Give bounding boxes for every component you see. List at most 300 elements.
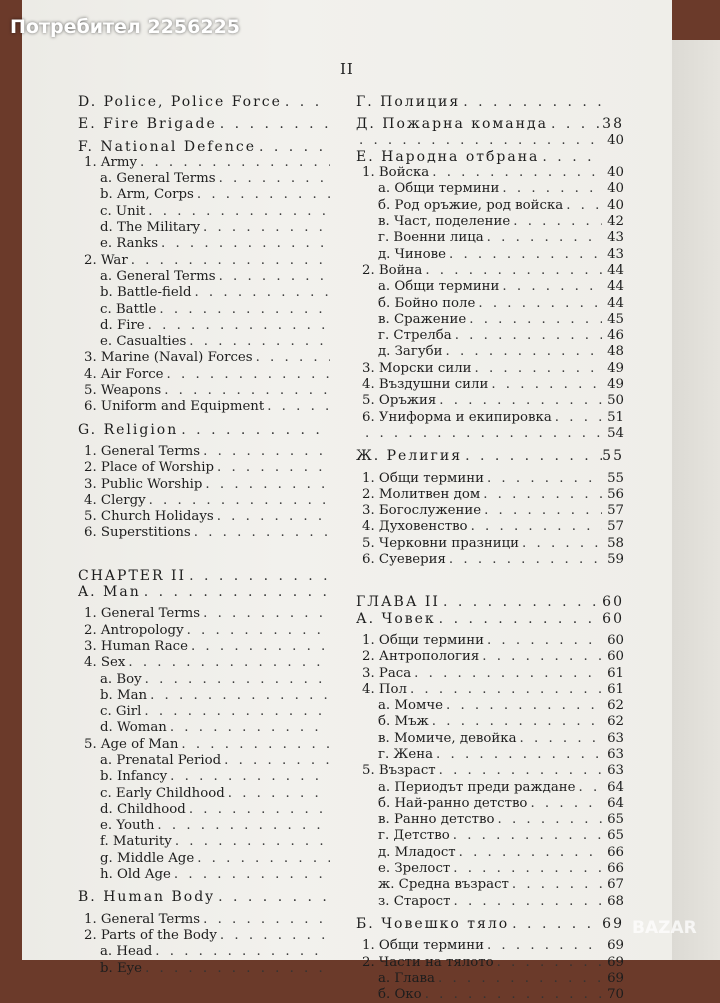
dot-leader [145, 672, 330, 688]
dot-leader [497, 812, 602, 828]
dot-leader [463, 94, 602, 110]
toc-entry [356, 812, 624, 828]
toc-entry [78, 688, 330, 704]
toc-entry-title: 3. Богослужение [362, 503, 482, 519]
toc-entry [356, 296, 624, 312]
toc-page-number: 40 [607, 181, 624, 197]
dot-leader [197, 187, 330, 203]
toc-entry-title: h. Old Age [100, 867, 171, 883]
toc-entry-title: 4. Въздушни сили [362, 377, 489, 393]
dot-leader [555, 410, 602, 426]
toc-entry [78, 704, 330, 720]
toc-entry [356, 165, 624, 181]
dot-leader [491, 377, 602, 393]
toc-page-number: 60 [607, 649, 624, 665]
toc-page-number: 44 [607, 295, 624, 311]
dot-leader [425, 987, 602, 1003]
dot-leader [502, 279, 602, 295]
toc-entry [356, 377, 624, 393]
toc-entry [78, 220, 330, 236]
dot-leader [497, 955, 602, 971]
dot-leader [484, 503, 602, 519]
toc-entry [356, 181, 624, 197]
toc-entry-title: Д. Пожарна команда [356, 116, 548, 133]
toc-entry-title: а. Общи термини [378, 279, 500, 295]
dot-leader [148, 204, 330, 220]
toc-entry [356, 344, 624, 360]
toc-entry-title: з. Старост [378, 893, 451, 909]
toc-section-heading [356, 116, 624, 132]
toc-page-number: 69 [607, 954, 624, 970]
toc-page-number: 69 [607, 970, 624, 986]
toc-entry [356, 312, 624, 328]
toc-entry-title: 5. Оръжия [362, 393, 437, 409]
toc-page-number: 50 [607, 393, 624, 409]
dot-leader [453, 894, 602, 910]
toc-page-number: 63 [607, 730, 624, 746]
user-watermark: Потребител 2256225 [10, 16, 241, 38]
toc-entry [78, 786, 330, 802]
dot-leader [439, 763, 602, 779]
dot-leader [194, 525, 330, 541]
dot-leader [512, 877, 602, 893]
dot-leader [446, 344, 602, 360]
dot-leader [175, 834, 330, 850]
toc-entry [356, 198, 624, 214]
dot-leader [189, 334, 330, 350]
toc-entry [356, 682, 624, 698]
dot-leader [191, 639, 330, 655]
toc-entry-title: 2. Parts of the Body [84, 927, 217, 943]
toc-entry-title: 2. Война [362, 262, 423, 278]
toc-entry-title: 1. Войска [362, 165, 430, 181]
toc-entry-title: е. Зрелост [378, 861, 451, 877]
toc-entry-title: D. Police, Police Force [78, 94, 282, 110]
dot-leader [425, 263, 602, 279]
toc-entry [356, 230, 624, 246]
toc-entry-title: e. Youth [100, 818, 155, 834]
toc-entry [356, 845, 624, 861]
toc-entry [78, 269, 330, 285]
toc-page-number: 70 [607, 987, 624, 1003]
toc-entry-title: в. Част, поделение [378, 214, 511, 230]
dot-leader [203, 220, 330, 236]
dot-leader [520, 731, 602, 747]
dot-leader [530, 796, 602, 812]
toc-entry-title: E. Fire Brigade [78, 116, 217, 133]
toc-page-number: 38 [602, 116, 624, 133]
dot-leader [453, 861, 602, 877]
dot-leader [161, 236, 330, 252]
dot-leader [551, 116, 602, 132]
dot-leader [482, 649, 602, 665]
dot-leader [285, 94, 330, 110]
toc-entry [78, 350, 330, 366]
toc-entry [78, 867, 330, 883]
toc-entry [356, 938, 624, 954]
toc-entry [356, 633, 624, 649]
toc-entry [78, 961, 330, 977]
toc-entry-title: d. The Military [100, 220, 201, 236]
toc-section-heading [356, 594, 624, 610]
toc-entry-title: а. Общи термини [378, 181, 500, 197]
dot-leader [443, 594, 602, 610]
dot-leader [140, 155, 330, 171]
toc-section-heading [78, 116, 330, 132]
dot-leader [487, 230, 602, 246]
toc-entry-title: 4. Sex [84, 655, 126, 671]
toc-english-column [78, 94, 330, 977]
toc-entry [356, 649, 624, 665]
dot-leader [465, 448, 602, 464]
toc-entry-title: 3. Marine (Naval) Forces [84, 350, 253, 366]
dot-leader [432, 714, 602, 730]
toc-entry-title: б. Око [378, 987, 422, 1003]
toc-entry-title: а. Глава [378, 970, 435, 986]
toc-entry-title: a. General Terms [100, 171, 216, 187]
toc-entry-title: 3. Морски сили [362, 360, 472, 376]
toc-entry [356, 519, 624, 535]
toc-entry-title: 2. Place of Worship [84, 460, 215, 476]
toc-entry [78, 525, 330, 541]
dot-leader [220, 116, 330, 132]
toc-entry-title: B. Human Body [78, 889, 216, 906]
dot-leader [436, 747, 602, 763]
toc-entry [78, 187, 330, 203]
dot-leader [579, 780, 603, 796]
toc-page-number: 48 [607, 344, 624, 360]
toc-entry [78, 318, 330, 334]
toc-entry [78, 912, 330, 928]
toc-entry-title: 1. General Terms [84, 443, 201, 459]
toc-entry-title: г. Жена [378, 746, 434, 762]
toc-entry-title: 1. Army [84, 154, 137, 170]
toc-entry-title: г. Стрелба [378, 328, 452, 344]
dot-leader [513, 214, 602, 230]
dot-leader [359, 133, 602, 149]
dot-leader [267, 399, 330, 415]
dot-leader [455, 328, 602, 344]
dot-leader [432, 165, 602, 181]
toc-entry [78, 253, 330, 269]
toc-entry [356, 731, 624, 747]
toc-section-heading [78, 568, 330, 584]
toc-entry [356, 426, 624, 442]
toc-entry-title: 6. Суеверия [362, 552, 446, 568]
toc-entry-title: 4. Clergy [84, 492, 146, 508]
toc-entry-title: b. Eye [100, 960, 143, 976]
toc-page-number: 64 [607, 795, 624, 811]
toc-page-number: 61 [607, 665, 624, 681]
dot-leader [131, 253, 330, 269]
dot-leader [438, 971, 602, 987]
toc-page-number: 45 [607, 311, 624, 327]
toc-entry-title: g. Middle Age [100, 850, 195, 866]
toc-section-heading [356, 448, 624, 464]
dot-leader [144, 704, 330, 720]
toc-entry-title: A. Man [78, 584, 141, 601]
dot-leader [220, 928, 330, 944]
toc-section-heading [78, 584, 330, 600]
dot-leader [512, 916, 602, 932]
toc-entry [356, 894, 624, 910]
toc-entry [356, 328, 624, 344]
dot-leader [189, 568, 330, 584]
toc-page-number: 60 [602, 594, 624, 611]
dot-leader [164, 383, 330, 399]
dot-leader [469, 312, 602, 328]
dot-leader [189, 802, 330, 818]
dot-leader [522, 536, 602, 552]
toc-entry-title: a. Prenatal Period [100, 752, 222, 768]
toc-entry [78, 302, 330, 318]
toc-entry-title: 5. Weapons [84, 383, 162, 399]
page-number: II [340, 60, 354, 78]
toc-page-number: 65 [607, 812, 624, 828]
toc-entry-title: 1. Общи термини [362, 632, 484, 648]
toc-section-heading [78, 422, 330, 438]
dot-leader [205, 477, 330, 493]
toc-entry [78, 639, 330, 655]
toc-section-heading [78, 94, 330, 110]
toc-entry [78, 944, 330, 960]
toc-entry [356, 698, 624, 714]
dot-leader [566, 198, 602, 214]
dot-leader [256, 350, 330, 366]
toc-page-number: 66 [607, 861, 624, 877]
toc-page-number: 43 [607, 230, 624, 246]
toc-entry-title: д. Младост [378, 844, 456, 860]
toc-entry [356, 987, 624, 1003]
dot-leader [410, 682, 602, 698]
toc-entry-title: d. Woman [100, 720, 167, 736]
toc-entry-title: Г. Полиция [356, 94, 461, 110]
toc-entry [78, 399, 330, 415]
toc-entry-title: Е. Народна отбрана [356, 148, 540, 165]
dot-leader [487, 633, 602, 649]
toc-entry-title: 2. War [84, 252, 128, 268]
dot-leader [502, 181, 602, 197]
toc-section-heading [78, 139, 330, 155]
toc-entry-title: 5. Черковни празници [362, 535, 520, 551]
dot-leader [181, 737, 330, 753]
toc-entry [356, 666, 624, 682]
toc-entry [356, 214, 624, 230]
toc-entry-title: а. Момче [378, 698, 444, 714]
toc-entry [356, 796, 624, 812]
toc-page-number: 55 [602, 448, 624, 465]
dot-leader [194, 285, 330, 301]
toc-entry-title: д. Чинове [378, 246, 447, 262]
toc-page-number: 43 [607, 246, 624, 262]
dot-leader [148, 318, 330, 334]
toc-page-number: 67 [607, 877, 624, 893]
toc-section-heading [356, 611, 624, 627]
toc-entry-title: г. Военни лица [378, 230, 484, 246]
toc-entry [356, 410, 624, 426]
toc-page-number: 63 [607, 746, 624, 762]
toc-entry-title: CHAPTER II [78, 567, 187, 584]
toc-page-number: 42 [607, 214, 624, 230]
toc-entry-title: c. Unit [100, 203, 146, 219]
dot-leader [217, 460, 330, 476]
toc-entry [78, 851, 330, 867]
toc-entry-title: 2. Антропология [362, 649, 480, 665]
toc-entry [356, 747, 624, 763]
toc-page-number: 64 [607, 779, 624, 795]
toc-entry-title: d. Childhood [100, 801, 186, 817]
dot-leader [259, 139, 330, 155]
toc-page-number: 62 [607, 714, 624, 730]
toc-section-heading [356, 916, 624, 932]
toc-entry [78, 155, 330, 171]
toc-entry [356, 877, 624, 893]
toc-entry-title: c. Girl [100, 704, 142, 720]
toc-entry [356, 133, 624, 149]
toc-entry [356, 279, 624, 295]
toc-entry [356, 536, 624, 552]
toc-page-number: 40 [607, 197, 624, 213]
dot-leader [128, 655, 330, 671]
toc-entry [78, 769, 330, 785]
dot-leader [365, 426, 602, 442]
toc-page-number: 69 [607, 938, 624, 954]
toc-entry-title: Б. Човешко тяло [356, 915, 510, 932]
toc-entry [356, 714, 624, 730]
dot-leader [439, 611, 602, 627]
toc-entry-title: в. Сражение [378, 311, 467, 327]
toc-entry-title: 5. Church Holidays [84, 509, 214, 525]
toc-entry-title: Ж. Религия [356, 448, 463, 465]
dot-leader [224, 753, 330, 769]
toc-entry [78, 802, 330, 818]
toc-page-number: 66 [607, 844, 624, 860]
toc-entry [356, 828, 624, 844]
toc-entry [356, 780, 624, 796]
dot-leader [170, 769, 330, 785]
toc-entry [356, 861, 624, 877]
dot-leader [167, 367, 330, 383]
toc-entry-title: b. Infancy [100, 769, 168, 785]
toc-entry-title: 6. Superstitions [84, 525, 191, 541]
toc-page-number: 68 [607, 893, 624, 909]
toc-entry [78, 509, 330, 525]
toc-entry [78, 753, 330, 769]
toc-entry [78, 834, 330, 850]
toc-entry-title: 6. Uniform and Equipment [84, 399, 265, 415]
dot-leader [218, 889, 330, 905]
toc-entry-title: ГЛАВА II [356, 594, 440, 611]
dot-leader [144, 584, 330, 600]
toc-page-number: 46 [607, 328, 624, 344]
toc-page-number: 49 [607, 360, 624, 376]
dot-leader [170, 720, 330, 736]
toc-page-number: 44 [607, 279, 624, 295]
toc-entry-title: б. Бойно поле [378, 295, 476, 311]
dot-leader [542, 149, 602, 165]
toc-page-number: 44 [607, 262, 624, 278]
toc-entry-title: a. Boy [100, 671, 142, 687]
toc-entry-title: c. Battle [100, 301, 157, 317]
toc-entry [356, 955, 624, 971]
toc-entry [78, 720, 330, 736]
toc-entry-title: 1. General Terms [84, 606, 201, 622]
toc-entry-title: А. Човек [356, 610, 436, 627]
dot-leader [217, 509, 330, 525]
toc-entry [356, 971, 624, 987]
toc-entry-title: 2. Части на тялото [362, 954, 494, 970]
toc-entry-title: б. Най-ранно детство [378, 795, 528, 811]
toc-page-number: 54 [607, 425, 624, 441]
toc-page-number: 49 [607, 377, 624, 393]
toc-entry [356, 263, 624, 279]
dot-leader [487, 938, 602, 954]
toc-page-number: 61 [607, 681, 624, 697]
toc-entry-title: 5. Age of Man [84, 736, 179, 752]
toc-entry-title: b. Battle-field [100, 285, 192, 301]
toc-section-heading [356, 149, 624, 165]
dot-leader [483, 487, 602, 503]
toc-entry [356, 503, 624, 519]
toc-entry-title: в. Ранно детство [378, 812, 495, 828]
toc-entry-title: 2. Antropology [84, 622, 184, 638]
page-edge [672, 40, 720, 960]
toc-entry [78, 672, 330, 688]
toc-entry [78, 285, 330, 301]
dot-leader [219, 171, 330, 187]
dot-leader [174, 867, 330, 883]
dot-leader [478, 296, 602, 312]
toc-page-number: 57 [607, 519, 624, 535]
toc-entry-title: F. National Defence [78, 138, 256, 155]
toc-entry-title: д. Загуби [378, 344, 443, 360]
toc-entry [78, 928, 330, 944]
toc-entry [356, 393, 624, 409]
toc-entry [78, 493, 330, 509]
toc-entry-title: b. Man [100, 687, 148, 703]
dot-leader [487, 471, 602, 487]
toc-entry-title: 3. Раса [362, 665, 412, 681]
toc-page-number: 40 [607, 165, 624, 181]
toc-entry-title: 1. General Terms [84, 911, 201, 927]
toc-page-number: 58 [607, 535, 624, 551]
toc-section-heading [78, 889, 330, 905]
toc-section-heading [356, 94, 624, 110]
toc-entry-title: 4. Духовенство [362, 519, 468, 535]
dot-leader [219, 269, 330, 285]
toc-entry [78, 606, 330, 622]
dot-leader [449, 247, 602, 263]
toc-entry [78, 655, 330, 671]
toc-entry [78, 477, 330, 493]
dot-leader [459, 845, 602, 861]
toc-entry-title: a. General Terms [100, 268, 216, 284]
toc-entry-title: e. Ranks [100, 236, 159, 252]
toc-entry-title: b. Arm, Corps [100, 187, 194, 203]
toc-entry-title: 3. Human Race [84, 638, 188, 654]
toc-page-number: 60 [607, 632, 624, 648]
toc-entry-title: a. Head [100, 944, 153, 960]
toc-entry-title: в. Момиче, девойка [378, 730, 517, 746]
toc-entry-title: 5. Възраст [362, 763, 436, 779]
toc-entry [356, 763, 624, 779]
dot-leader [414, 666, 602, 682]
toc-page-number: 55 [607, 470, 624, 486]
dot-leader [449, 552, 602, 568]
toc-page-number: 59 [607, 552, 624, 568]
toc-entry-title: б. Мъж [378, 714, 429, 730]
toc-entry-title: 1. Общи термини [362, 938, 484, 954]
